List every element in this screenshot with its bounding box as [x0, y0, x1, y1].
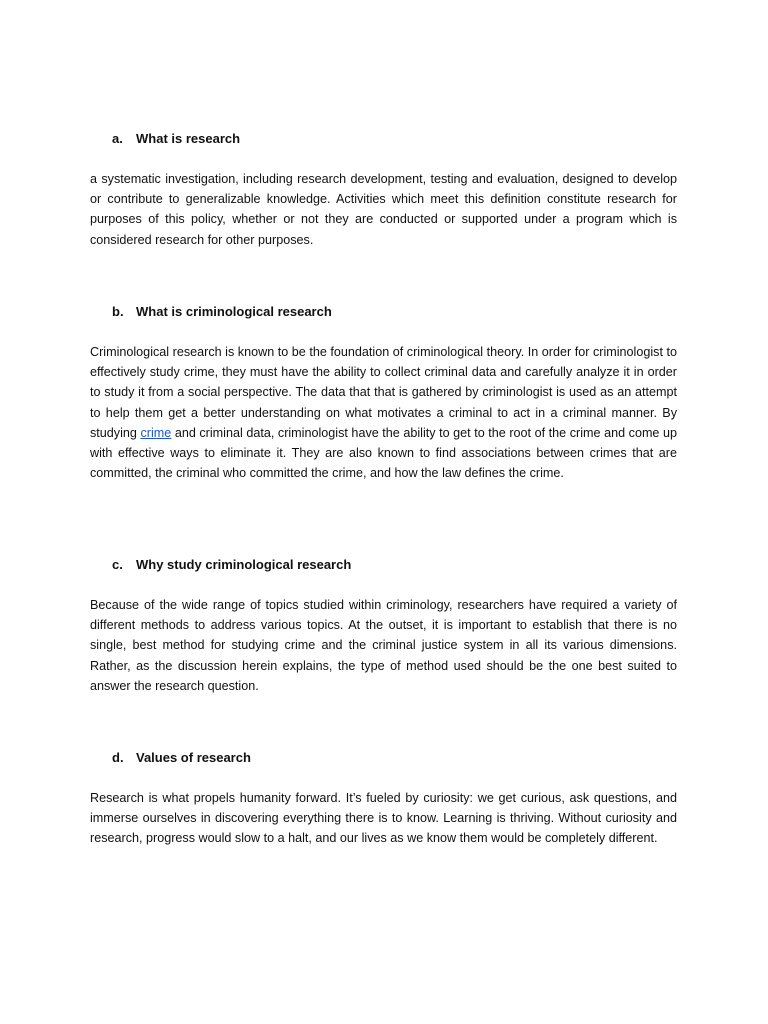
section-heading: [112, 304, 677, 324]
section-title: What is research: [136, 131, 241, 146]
section-paragraph: [90, 342, 677, 483]
list-letter: c.: [112, 557, 123, 572]
list-letter: d.: [112, 750, 124, 765]
section-title: Values of research: [136, 750, 251, 765]
paragraph-text: and criminal data, criminologist have the ability to get to the root of the crime and come up with effective ways to eliminate it. They are also known to find associations between crimes that are committed, the criminal who committed the crime, and how the law defines the crime.: [90, 425, 678, 481]
section-paragraph: a systematic investigation, including research development, testing and evaluation, designed to develop or contribute to generalizable knowledge. Activities which meet this definition constitute research for purposes of this policy, whether or not they are conducted or supported under a program which is considered research for other purposes.: [90, 172, 677, 247]
section-paragraph: Research is what propels humanity forward. It’s fueled by curiosity: we get curious, ask questions, and immerse ourselves in discovering everything there is to know. Learning is thriving. Without curiosity and research, progress would slow to a halt, and our lives as we know them would be completely different.: [90, 791, 677, 846]
section-criminological-research: [90, 304, 677, 496]
section-what-is-research: [90, 131, 677, 262]
section-paragraph: Because of the wide range of topics studied within criminology, researchers have required a variety of different methods to address various topics. At the outset, it is important to establish that there is no single, best method for studying crime and the criminal justice system in all its various dimensions. Rather, as the discussion herein explains, the type of method used should be the one best suited to answer the research question.: [90, 598, 677, 693]
section-title: Why study criminological research: [136, 557, 352, 572]
list-letter: b.: [112, 304, 124, 319]
section-why-study: [90, 557, 677, 709]
section-title: What is criminological research: [136, 304, 332, 319]
section-heading: [112, 131, 677, 151]
crime-link[interactable]: crime: [140, 425, 172, 440]
section-heading: [112, 557, 677, 577]
list-letter: a.: [112, 131, 123, 146]
paragraph-text: Criminological research is known to be the foundation of criminological theory. In order for criminologist to effectively study crime, they must have the ability to collect criminal data and carefully analyze it in order to study it from a social perspective. The data that that is gathered by criminologist is used as an attempt to help them get a better understanding on what motivates a criminal to act in a criminal manner. By studying: [90, 345, 677, 440]
section-heading: [112, 750, 677, 770]
section-values-of-research: [90, 750, 677, 861]
